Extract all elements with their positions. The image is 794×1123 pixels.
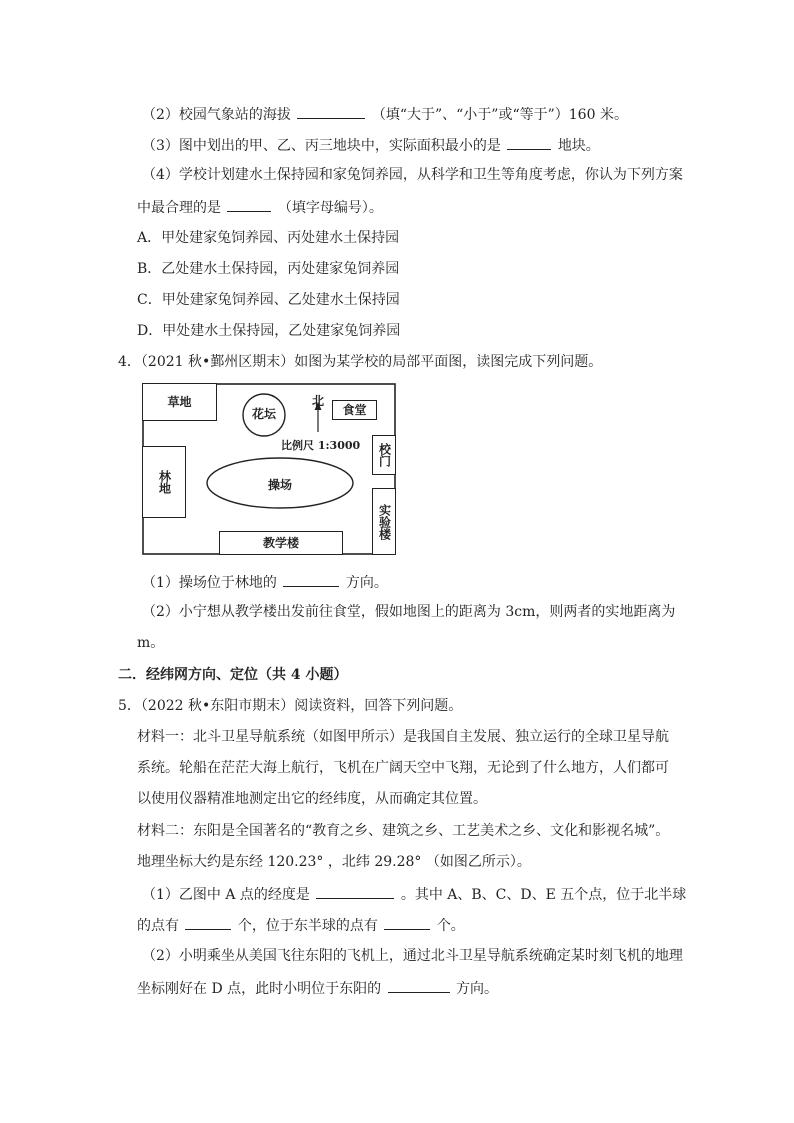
q3-4-text-c: （填字母编号）。 — [277, 200, 383, 216]
q5-2-text-c: 方向。 — [456, 981, 499, 997]
canteen: 食堂 — [332, 400, 377, 420]
q3-4-line-b — [137, 197, 383, 217]
q4-2-line-b: m。 — [137, 635, 165, 651]
q3-3-text: （3）图中划出的甲、乙、丙三地块中，实际面积最小的是 — [142, 138, 501, 154]
q5-1-text-b: 。其中 A、B、C、D、E 五个点，位于北半球 — [400, 887, 687, 903]
answer-blank[interactable] — [297, 104, 365, 119]
q4-title: 4．（2021 秋•鄞州区期末）如图为某学校的局部平面图，读图完成下列问题。 — [118, 354, 603, 370]
option-c: C．甲处建家兔饲养园、乙处建水土保持园 — [137, 292, 400, 308]
q4-2-line: （2）小宁想从教学楼出发前往食堂，假如地图上的距离为 3cm，则两者的实地距离为 — [142, 604, 676, 620]
q5-1-line — [142, 884, 686, 904]
scale-label: 比例尺 1:3000 — [281, 439, 361, 452]
north-label: 北 — [311, 394, 324, 408]
answer-blank[interactable] — [283, 572, 339, 587]
q3-4-text: 中最合理的是 — [137, 200, 221, 216]
option-a: A．甲处建家兔饲养园、丙处建水土保持园 — [137, 230, 400, 246]
answer-blank[interactable] — [316, 884, 394, 899]
q5-1-text-c: 的点有 — [137, 918, 179, 934]
q5-2-line-b — [137, 978, 498, 998]
material-1-line3: 以使用仪器精准地测定出它的经纬度，从而确定其位置。 — [137, 791, 487, 807]
material-2-line2: 地理坐标大约是东经 120.23° ，北纬 29.28° （如图乙所示）。 — [137, 854, 531, 870]
q3-3-text-b: 地块。 — [557, 138, 600, 154]
woodland: 林地 — [142, 446, 186, 518]
flowerbed-label: 花坛 — [251, 407, 276, 421]
option-d: D．甲处建水土保持园，乙处建家兔饲养园 — [137, 323, 401, 339]
q4-1-text-b: 方向。 — [345, 575, 388, 591]
q3-3-line — [142, 135, 600, 155]
q3-2-text-b: （填“大于”、“小于”或“等于”）160 米。 — [371, 107, 628, 123]
q5-title: 5．（2022 秋•东阳市期末）阅读资料，回答下列问题。 — [118, 698, 463, 714]
q5-1-text: （1）乙图中 A 点的经度是 — [142, 887, 310, 903]
school-plan-map — [142, 383, 396, 555]
grass-area: 草地 — [142, 383, 217, 421]
teaching-building: 教学楼 — [219, 531, 343, 555]
q4-1-text: （1）操场位于林地的 — [142, 575, 277, 591]
section-heading: 二．经纬网方向、定位（共 4 小题） — [118, 667, 348, 683]
material-1-line2: 系统。轮船在茫茫大海上航行，飞机在广阔天空中飞翔，无论到了什么地方，人们都可 — [137, 760, 669, 776]
q5-1-line-b — [137, 915, 465, 935]
answer-blank[interactable] — [507, 135, 551, 150]
q3-4-line: （4）学校计划建水土保持园和家兔饲养园，从科学和卫生等角度考虑，你认为下列方案 — [142, 167, 683, 183]
q4-1-line — [142, 572, 388, 592]
answer-blank[interactable] — [185, 915, 231, 930]
q5-2-text-b: 坐标刚好在 D 点，此时小明位于东阳的 — [137, 981, 382, 997]
lab-building: 实验楼 — [372, 488, 396, 555]
material-1-line1: 材料一：北斗卫星导航系统（如图甲所示）是我国自主发展、独立运行的全球卫星导航 — [137, 729, 669, 745]
option-b: B．乙处建水土保持园，丙处建家兔饲养园 — [137, 261, 400, 277]
school-gate: 校门 — [372, 435, 396, 475]
q5-2-line: （2）小明乘坐从美国飞往东阳的飞机上，通过北斗卫星导航系统确定某时刻飞机的地理 — [142, 948, 683, 964]
answer-blank[interactable] — [384, 915, 430, 930]
material-2-line1: 材料二：东阳是全国著名的“教育之乡、建筑之乡、工艺美术之乡、文化和影视名城”。 — [137, 823, 670, 839]
q5-1-text-d: 个，位于东半球的点有 — [237, 918, 378, 934]
playground-label: 操场 — [267, 478, 292, 492]
q5-1-text-e: 个。 — [436, 918, 465, 934]
q3-2-text: （2）校园气象站的海拔 — [142, 107, 291, 123]
answer-blank[interactable] — [388, 978, 450, 993]
q3-2-line — [142, 104, 628, 124]
answer-blank[interactable] — [227, 197, 271, 212]
